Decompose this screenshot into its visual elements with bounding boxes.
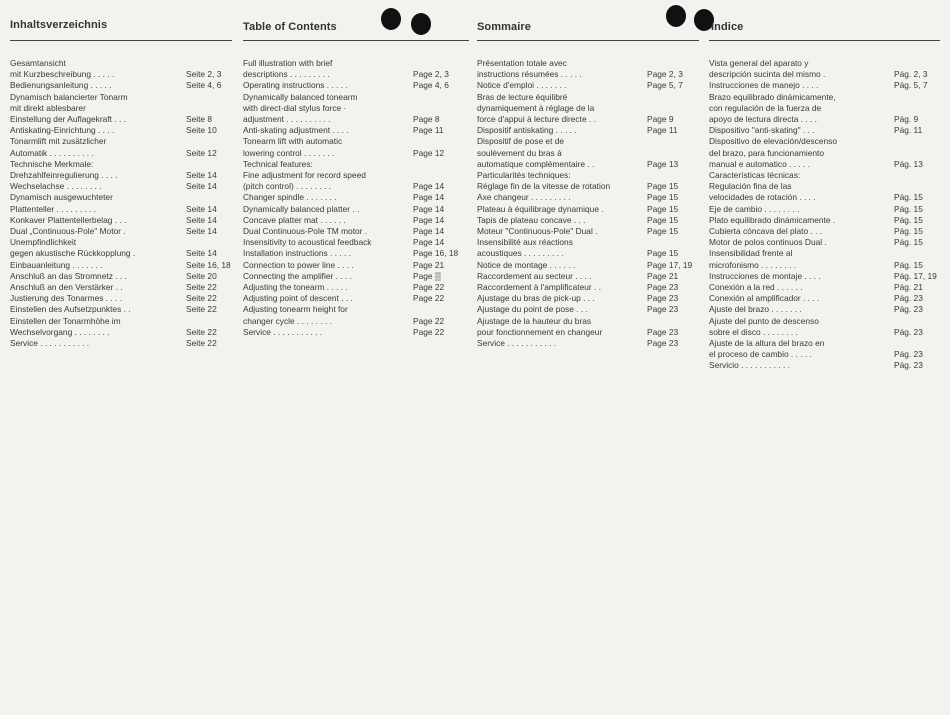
toc-entry-page: Page 14 — [413, 237, 445, 248]
toc-entry-page: Page 22 — [413, 326, 445, 337]
toc-entry — [10, 316, 232, 338]
toc-entry-page: Pág. 23 — [894, 360, 923, 371]
toc-entry-page: Page 22 — [413, 282, 445, 293]
toc-entry — [243, 80, 469, 91]
toc-entry — [243, 226, 469, 237]
toc-entry — [10, 260, 232, 271]
toc-entry-text: Vista general del aparato y descripción sucinta del mismo . — [709, 58, 826, 80]
toc-entry-text: Adjusting tonearm height for changer cycle . . . . . . . . — [243, 304, 348, 326]
toc-entry-page: Pág. 15 — [894, 237, 923, 248]
toc-entry-text: Dynamisch balancierter Tonarm mit direkt ablesbarer Einstellung der Auflagekraft . . . — [10, 91, 128, 125]
toc-entry-text: Dynamically balanced platter . . — [243, 203, 360, 214]
toc-entry-text: Technical features: — [243, 158, 313, 169]
toc-entry-text: Dispositif antiskating . . . . . — [477, 125, 577, 136]
toc-entry — [709, 304, 940, 315]
toc-entry-text: Anti-skating adjustment . . . . — [243, 125, 349, 136]
toc-entry-page: Page 11 — [647, 125, 678, 136]
toc-entry-text: Ajustage de la hauteur du bras pour fonctionnement en changeur — [477, 315, 603, 337]
toc-entry — [243, 159, 469, 170]
toc-entry-page: Page 5, 7 — [647, 80, 683, 91]
toc-entry-page: Seite 4, 6 — [186, 80, 222, 91]
toc-entry — [709, 92, 940, 126]
toc-entry-page: Page 15 — [647, 192, 679, 203]
toc-entry-page: Seite 2, 3 — [186, 69, 222, 80]
toc-entry — [477, 80, 699, 91]
toc-entry-text: Regulación fina de las velocidades de rotación . . . . — [709, 181, 816, 203]
toc-entry-page: Seite 14 — [186, 214, 217, 225]
toc-entry-text: Moteur "Continuous-Pole" Dual . — [477, 226, 598, 237]
toc-entry — [709, 237, 940, 248]
toc-entry-text: Einstellen der Tonarmhöhe im Wechselvorgang . . . . . . . . — [10, 315, 121, 337]
toc-entry — [477, 215, 699, 226]
toc-entry-text: Instrucciones de montaje . . . . — [709, 270, 821, 281]
toc-entry-text: Dispositivo "anti-skating" . . . — [709, 125, 815, 136]
toc-entry-text: Anschluß an den Verstärker . . — [10, 282, 123, 293]
toc-entry-page: Page 2, 3 — [647, 69, 683, 80]
toc-entry — [709, 338, 940, 360]
toc-entry — [709, 360, 940, 371]
toc-entry — [10, 304, 232, 315]
toc-entry-text: Ajustage du bras de pick-up . . . — [477, 293, 595, 304]
toc-entry-text: Plato equilibrado dinámicamente . — [709, 214, 836, 225]
toc-entry-page: Page 21 — [413, 259, 445, 270]
toc-entry — [10, 170, 232, 181]
toc-entry — [709, 215, 940, 226]
toc-list — [709, 58, 940, 372]
toc-entry — [477, 170, 699, 181]
toc-entry-text: Tonarmlift mit zusätzlicher Automatik . . . . . . . . . . — [10, 136, 107, 158]
toc-entry-page: Pág. 15 — [894, 259, 923, 270]
toc-entry-page: Seite 22 — [186, 304, 217, 315]
toc-entry — [709, 80, 940, 91]
toc-entry-text: Insensibilidad frente al microfonismo . . . . . . . . — [709, 248, 797, 270]
toc-entry-text: Eje de cambio . . . . . . . . — [709, 203, 800, 214]
toc-entry-text: Wechselachse . . . . . . . . — [10, 181, 102, 192]
column-german — [10, 0, 232, 349]
toc-entry-page: Page 13 — [647, 158, 679, 169]
toc-entry-text: Einstellen des Aufsetzpunktes . . — [10, 304, 131, 315]
toc-entry-text: Características técnicas: — [709, 170, 801, 181]
toc-entry-text: Fine adjustment for record speed (pitch control) . . . . . . . . — [243, 170, 366, 192]
toc-entry — [243, 170, 469, 192]
toc-entry-text: Tonearm lift with automatic lowering control . . . . . . . — [243, 136, 343, 158]
toc-entry-page: Page 15 — [647, 226, 679, 237]
toc-entry — [10, 271, 232, 282]
toc-entry — [243, 204, 469, 215]
toc-entry — [243, 282, 469, 293]
toc-entry-page: Pág. 17, 19 — [894, 270, 937, 281]
toc-entry-page: Page 23 — [647, 304, 679, 315]
column-french — [477, 0, 699, 349]
toc-entry-page: Page 23 — [647, 282, 679, 293]
toc-entry-text: Dynamically balanced tonearm with direct-dial stylus force · adjustment . . . . . . . . . . — [243, 91, 358, 125]
toc-entry-text: Concave platter mat . . . . . . — [243, 214, 346, 225]
toc-entry-page: Page 15 — [647, 203, 679, 214]
toc-entry — [709, 271, 940, 282]
divider — [10, 40, 232, 41]
divider — [709, 40, 940, 41]
toc-entry-page: Seite 14 — [186, 248, 217, 259]
column-header — [709, 0, 940, 34]
toc-entry-page: Pág. 15 — [894, 226, 923, 237]
toc-entry — [477, 181, 699, 192]
toc-entry — [243, 271, 469, 282]
toc-entry-page: Pág. 11 — [894, 125, 923, 136]
toc-entry-page: Pág. 15 — [894, 203, 923, 214]
toc-entry-page: Seite 22 — [186, 338, 217, 349]
toc-entry-page: Seite 16, 18 — [186, 259, 231, 270]
toc-entry-page: Page ▒ — [413, 270, 441, 281]
toc-entry-page: Page 14 — [413, 214, 445, 225]
divider — [477, 40, 699, 41]
toc-entry-text: Raccordement au secteur . . . . — [477, 270, 592, 281]
toc-entry — [243, 304, 469, 326]
toc-entry-page: Seite 22 — [186, 326, 217, 337]
toc-entry — [477, 192, 699, 203]
toc-entry — [709, 316, 940, 338]
toc-entry-text: Tapis de plateau concave . . . — [477, 214, 586, 225]
toc-entry — [477, 282, 699, 293]
toc-entry-text: Servicio . . . . . . . . . . . — [709, 360, 790, 371]
toc-entry — [477, 316, 699, 338]
toc-entry-page: Page 21 — [647, 270, 679, 281]
toc-entry — [243, 136, 469, 158]
toc-entry-page: Page 11 — [413, 125, 444, 136]
toc-entry-page: Seite 22 — [186, 293, 217, 304]
toc-entry-page: Page 14 — [413, 181, 445, 192]
toc-entry-text: Motor de polos continuos Dual . — [709, 237, 827, 248]
toc-entry-text: Notice de montage . . . . . . — [477, 259, 576, 270]
toc-entry — [709, 204, 940, 215]
toc-entry-text: Notice d'emploi . . . . . . . — [477, 80, 567, 91]
toc-entry-text: Ajuste de la altura del brazo en el proceso de cambio . . . . . — [709, 338, 825, 360]
toc-entry — [243, 215, 469, 226]
toc-entry — [477, 338, 699, 349]
toc-entry — [477, 226, 699, 237]
toc-entry-text: Bras de lecture équilibré dynamiquement à réglage de la force d'appui à lecture directe . . — [477, 91, 596, 125]
toc-entry-text: Antiskating-Einrichtung . . . . — [10, 125, 115, 136]
toc-entry-page: Seite 14 — [186, 203, 217, 214]
toc-entry — [243, 192, 469, 203]
toc-entry — [243, 327, 469, 338]
toc-entry — [10, 181, 232, 192]
toc-entry — [10, 293, 232, 304]
toc-entry-text: Axe changeur . . . . . . . . . — [477, 192, 571, 203]
toc-entry — [709, 248, 940, 270]
toc-entry-text: Drehzahlfeinregulierung . . . . — [10, 170, 118, 181]
toc-entry — [243, 293, 469, 304]
toc-entry-text: Dual „Continuous-Pole" Motor . — [10, 226, 126, 237]
toc-entry — [10, 58, 232, 80]
toc-entry-page: Page 22 — [413, 293, 445, 304]
toc-entry-text: Dispositivo de elevación/descenso del brazo, para funcionamiento manual e automatico . . . . . — [709, 136, 838, 169]
toc-entry-page: Pág. 2, 3 — [894, 69, 928, 80]
toc-entry-page: Seite 22 — [186, 282, 217, 293]
toc-entry-page: Page 14 — [413, 203, 445, 214]
toc-entry-page: Page 14 — [413, 226, 445, 237]
toc-entry-page: Seite 14 — [186, 181, 217, 192]
divider — [243, 40, 469, 41]
toc-entry-text: Insensitivity to acoustical feedback — [243, 237, 372, 248]
column-title: Sommaire — [477, 21, 531, 33]
toc-entry-text: Brazo equilibrado dinámicamente, con regulación de la fuerza de apoyo de lectura directa . . . . — [709, 91, 836, 125]
toc-entry-text: Adjusting the tonearm . . . . . — [243, 282, 348, 293]
toc-entry-page: Page 23 — [647, 293, 679, 304]
toc-entry-page: Seite 8 — [186, 114, 213, 125]
toc-entry-page: Pág. 23 — [894, 326, 923, 337]
toc-entry-page: Seite 10 — [186, 125, 217, 136]
toc-entry — [10, 136, 232, 158]
toc-entry-text: Raccordement à l'amplificateur . . — [477, 282, 602, 293]
toc-entry-text: Gesamtansicht mit Kurzbeschreibung . . . . . — [10, 58, 115, 80]
toc-entry-text: Conexión a la red . . . . . . — [709, 282, 803, 293]
toc-entry-page: Pág. 21 — [894, 282, 923, 293]
toc-entry — [10, 338, 232, 349]
toc-entry — [243, 260, 469, 271]
toc-entry — [10, 226, 232, 237]
toc-entry-text: Konkaver Plattentellerbelag . . . — [10, 214, 127, 225]
toc-entry — [477, 136, 699, 170]
toc-entry-page: Pág. 23 — [894, 349, 923, 360]
column-header — [243, 0, 469, 34]
toc-entry — [709, 170, 940, 181]
toc-entry-text: Changer spindle . . . . . . . — [243, 192, 337, 203]
toc-entry-page: Pág. 9 — [894, 114, 919, 125]
toc-entry — [477, 237, 699, 259]
toc-entry — [477, 304, 699, 315]
toc-entry — [243, 125, 469, 136]
toc-entry — [477, 204, 699, 215]
toc-entry-text: Anschluß an das Stromnetz . . . — [10, 270, 127, 281]
toc-entry-text: Service . . . . . . . . . . . — [243, 326, 323, 337]
toc-entry-page: Seite 12 — [186, 147, 217, 158]
toc-entry — [477, 293, 699, 304]
toc-entry-text: Unempfindlichkeit gegen akustische Rückkopplung . — [10, 237, 136, 259]
toc-entry — [243, 237, 469, 248]
toc-entry — [477, 271, 699, 282]
toc-entry-page: Pág. 5, 7 — [894, 80, 928, 91]
toc-entry-text: Connecting the amplifier . . . . — [243, 270, 352, 281]
toc-list — [477, 58, 699, 349]
toc-entry-text: Ajustage du point de pose . . . — [477, 304, 588, 315]
column-title: Indice — [711, 21, 744, 33]
toc-entry-page: Page 15 — [647, 214, 679, 225]
toc-entry-page: Seite 14 — [186, 170, 217, 181]
toc-entry-text: Conexión al amplificador . . . . — [709, 293, 820, 304]
toc-entry — [477, 58, 699, 80]
toc-entry — [10, 237, 232, 259]
toc-entry — [10, 192, 232, 214]
toc-entry-text: Instrucciones de manejo . . . . — [709, 80, 819, 91]
toc-entry — [10, 92, 232, 126]
toc-entry-text: Justierung des Tonarmes . . . . — [10, 293, 123, 304]
toc-entry-text: Service . . . . . . . . . . . — [477, 338, 557, 349]
column-header — [477, 0, 699, 34]
toc-entry — [243, 248, 469, 259]
toc-entry-text: Plateau à équilibrage dynamique . — [477, 203, 604, 214]
toc-entry — [477, 260, 699, 271]
toc-entry — [709, 136, 940, 170]
column-spanish — [709, 0, 940, 371]
column-title: Table of Contents — [243, 21, 337, 33]
toc-entry — [10, 282, 232, 293]
toc-entry-page: Pág. 23 — [894, 304, 923, 315]
toc-entry-page: Page 22 — [413, 315, 445, 326]
toc-entry-page: Seite 20 — [186, 270, 217, 281]
toc-entry — [10, 159, 232, 170]
toc-entry — [709, 282, 940, 293]
toc-entry-text: Ajuste del punto de descenso sobre el disco . . . . . . . . — [709, 315, 819, 337]
toc-entry-page: Page 17, 19 — [647, 259, 693, 270]
toc-entry-text: Adjusting point of descent . . . — [243, 293, 353, 304]
toc-entry — [709, 181, 940, 203]
toc-entry-page: Page 23 — [647, 326, 679, 337]
toc-entry-page: Page 23 — [647, 338, 679, 349]
toc-entry-text: Service . . . . . . . . . . . — [10, 338, 90, 349]
toc-entry-text: Cubierta cóncava del plato . . . — [709, 226, 823, 237]
toc-entry-page: Pág. 23 — [894, 293, 923, 304]
toc-entry-text: Connection to power line . . . . — [243, 259, 354, 270]
toc-entry — [477, 125, 699, 136]
toc-entry — [709, 58, 940, 80]
toc-entry-page: Page 12 — [413, 147, 445, 158]
toc-entry-page: Page 9 — [647, 114, 674, 125]
toc-entry-page: Pág. 15 — [894, 192, 923, 203]
toc-entry-text: Ajuste del brazo . . . . . . . — [709, 304, 802, 315]
toc-entry-page: Page 8 — [413, 114, 440, 125]
toc-entry — [709, 293, 940, 304]
toc-entry-page: Page 4, 6 — [413, 80, 449, 91]
toc-entry-text: Full illustration with brief descriptions . . . . . . . . . — [243, 58, 333, 80]
toc-entry-text: Einbauanleitung . . . . . . . — [10, 259, 103, 270]
toc-entry-text: Technische Merkmale: — [10, 158, 94, 169]
toc-entry-text: Particularités techniques: — [477, 170, 571, 181]
toc-entry-page: Page 15 — [647, 181, 679, 192]
toc-entry-text: Dispositif de pose et de soulèvement du bras à automatique complémentaire . . — [477, 136, 595, 169]
column-english — [243, 0, 469, 337]
toc-entry-text: Réglage fin de la vitesse de rotation — [477, 181, 611, 192]
toc-entry — [10, 80, 232, 91]
toc-list — [10, 58, 232, 349]
toc-entry-page: Page 14 — [413, 192, 445, 203]
toc-entry — [10, 215, 232, 226]
toc-entry-page: Page 16, 18 — [413, 248, 459, 259]
toc-entry-page: Pág. 13 — [894, 158, 923, 169]
toc-entry-text: Dynamisch ausgewuchteter Plattenteller . . . . . . . . . — [10, 192, 113, 214]
column-header — [10, 0, 232, 34]
toc-entry-text: Installation instructions . . . . . — [243, 248, 351, 259]
toc-entry-text: Insensibilité aux réactions acoustiques . . . . . . . . . — [477, 237, 573, 259]
toc-entry-text: Dual Continuous-Pole TM motor . — [243, 226, 368, 237]
toc-entry-text: Operating instructions . . . . . — [243, 80, 348, 91]
toc-entry — [243, 92, 469, 126]
toc-entry-page: Seite 14 — [186, 226, 217, 237]
toc-entry — [709, 226, 940, 237]
toc-entry — [10, 125, 232, 136]
toc-entry-text: Présentation totale avec instructions résumées . . . . . — [477, 58, 582, 80]
toc-entry — [243, 58, 469, 80]
toc-entry-page: Page 2, 3 — [413, 69, 449, 80]
toc-entry-text: Bedienungsanleitung . . . . . — [10, 80, 112, 91]
toc-entry-page: Page 15 — [647, 248, 679, 259]
toc-entry-page: Pág. 15 — [894, 214, 923, 225]
toc-entry — [477, 92, 699, 126]
toc-entry — [709, 125, 940, 136]
toc-list — [243, 58, 469, 338]
column-title: Inhaltsverzeichnis — [10, 19, 108, 31]
